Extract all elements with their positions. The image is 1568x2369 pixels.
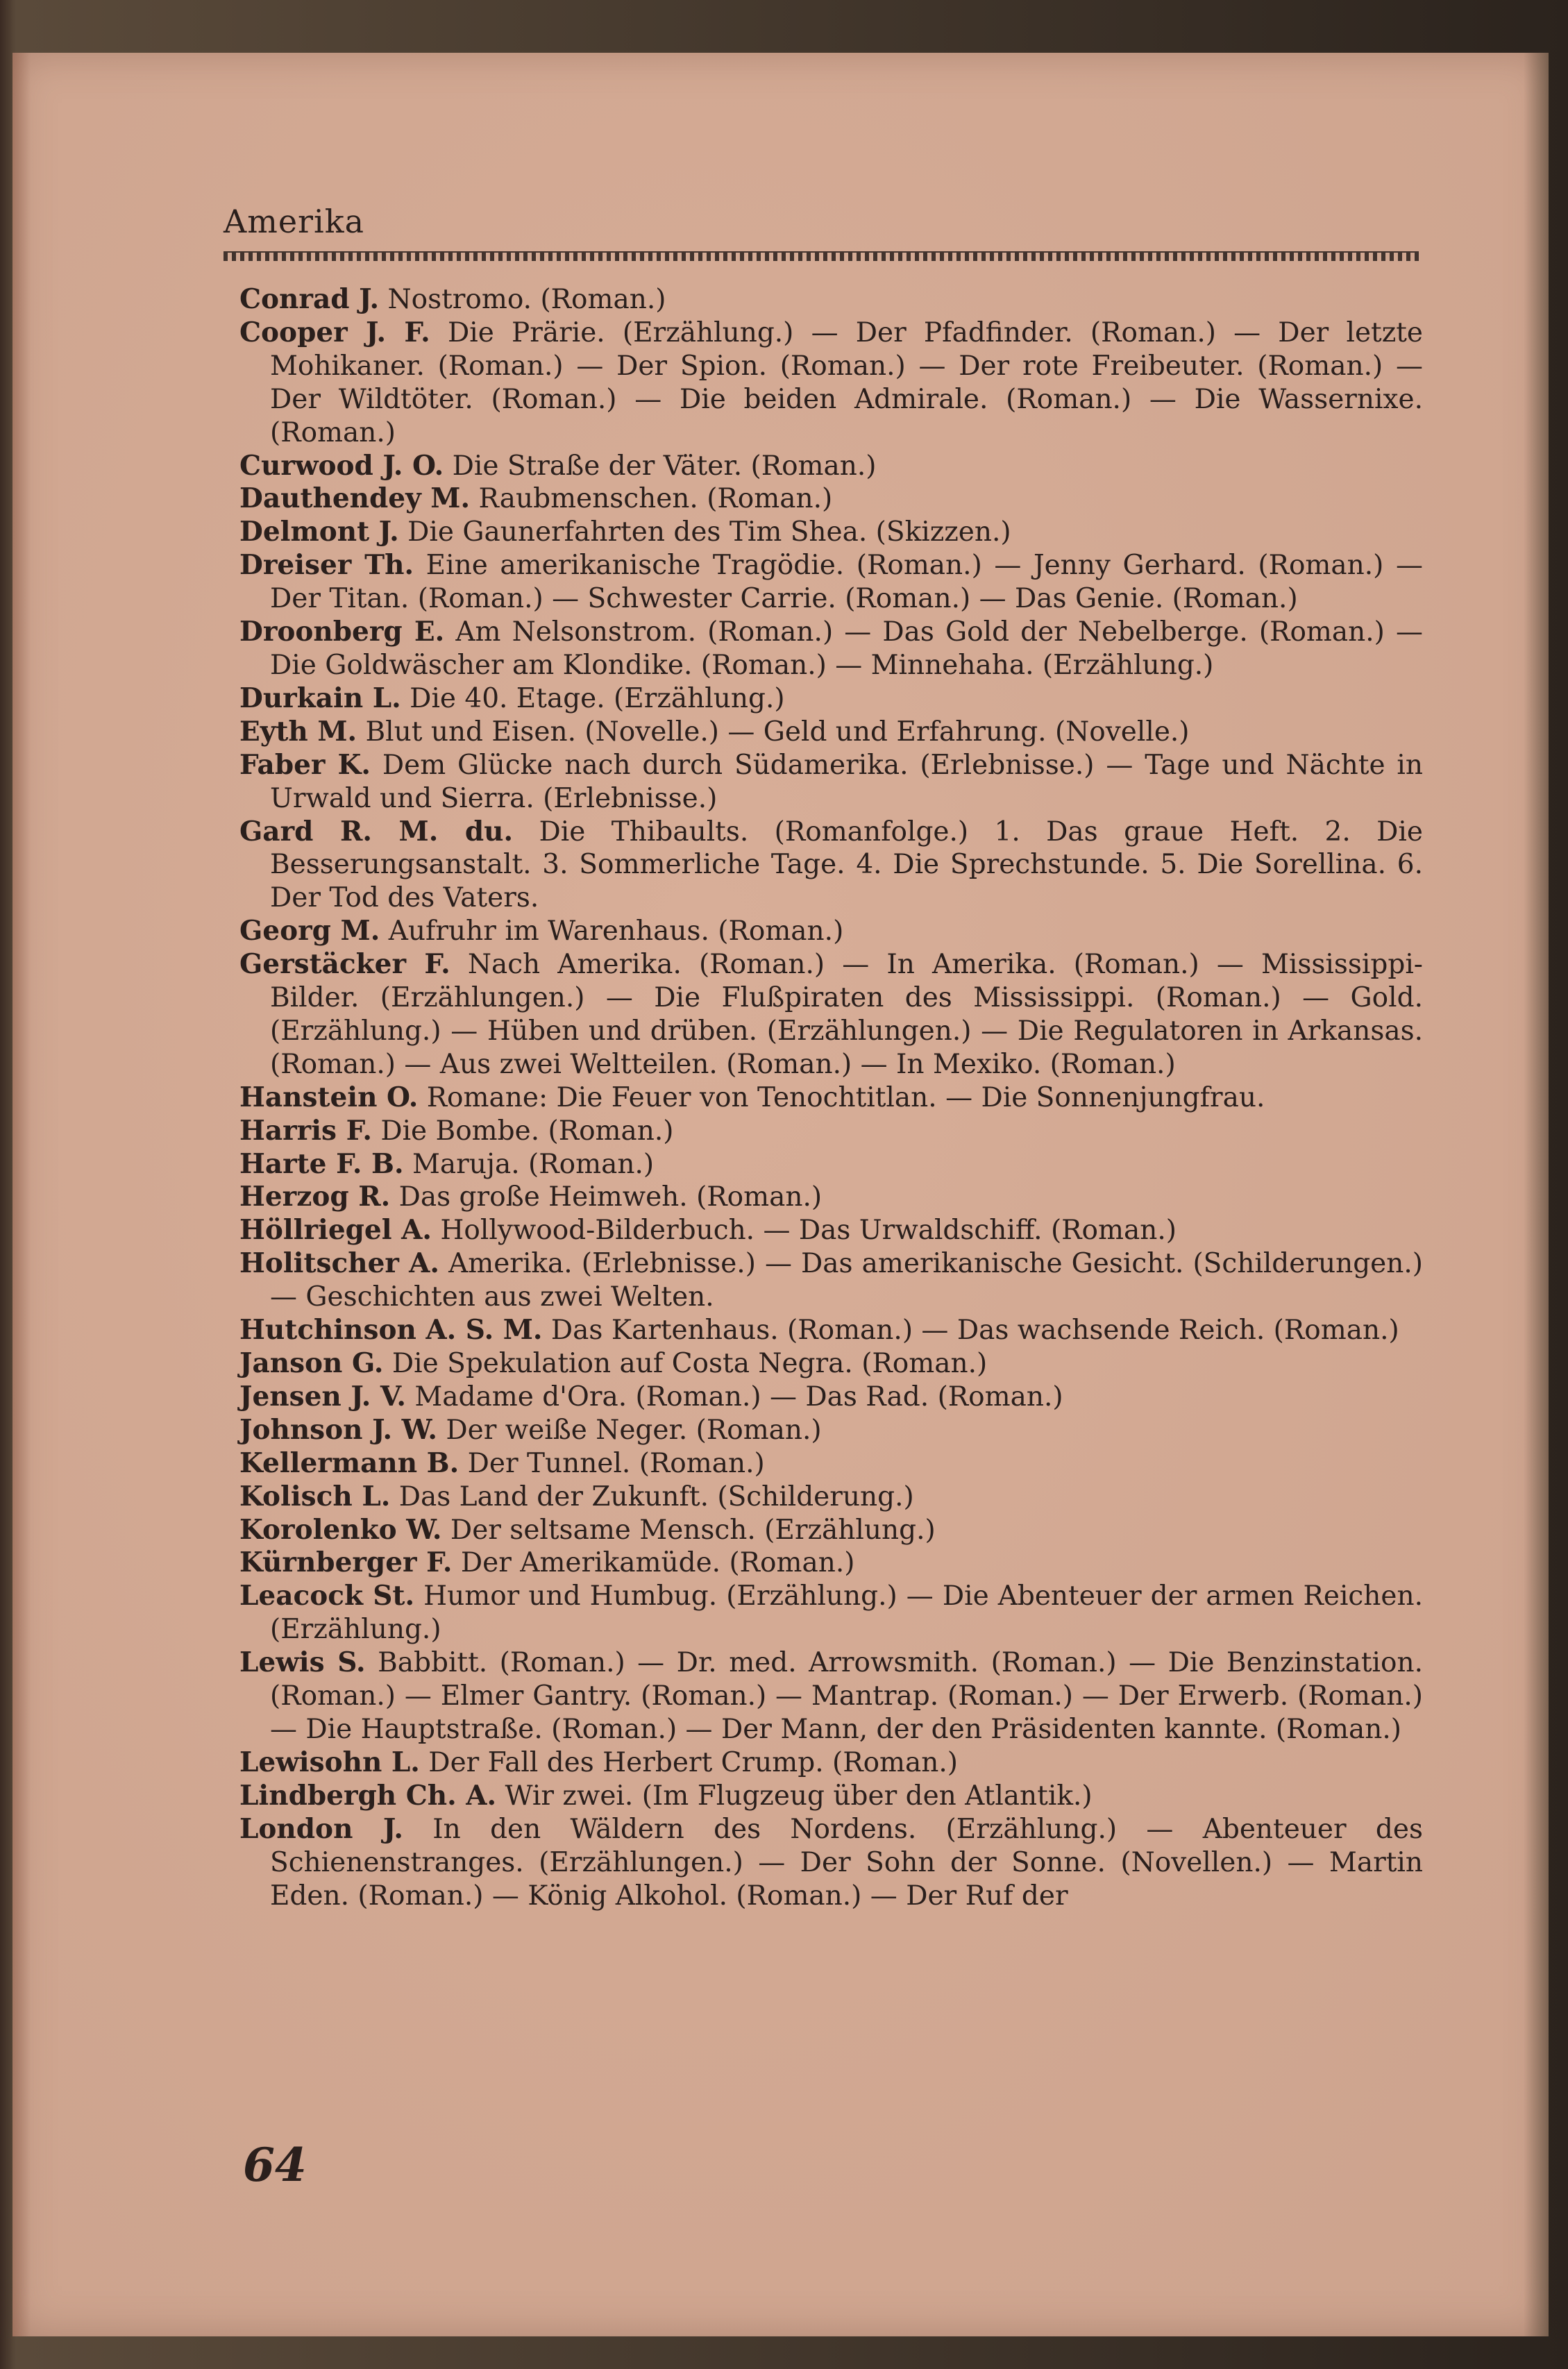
author-name: Dauthendey M. xyxy=(239,482,471,515)
author-name: Janson G. xyxy=(239,1347,384,1379)
list-item xyxy=(239,915,1423,948)
author-name: Kellermann B. xyxy=(239,1447,460,1479)
works-text: Die Bombe. (Roman.) xyxy=(380,1115,674,1147)
list-item xyxy=(239,1481,1423,1514)
list-item xyxy=(239,450,1423,483)
list-item xyxy=(239,1414,1423,1447)
list-item xyxy=(239,1115,1423,1148)
works-text: Die Prärie. (Erzählung.) — Der Pfadfinder. (Roman.) — Der letzte Mohikaner. (Roman.) — Der Spion. (Roman.) — Der rote Freibeuter. (Roman.) — Der Wildtöter. (Roman.) — Die beiden Admirale. (Roman.) — Die Wassernixe. (Roman.) xyxy=(270,317,1423,448)
author-name: Faber K. xyxy=(239,748,371,781)
author-list xyxy=(239,283,1423,1912)
works-text: Der weiße Neger. (Roman.) xyxy=(446,1414,822,1446)
works-text: Die Spekulation auf Costa Negra. (Roman.) xyxy=(391,1348,988,1379)
works-text: Humor und Humbug. (Erzählung.) — Die Abenteuer der armen Reichen. (Erzählung.) xyxy=(270,1580,1423,1646)
list-item xyxy=(239,317,1423,450)
author-name: Lewisohn L. xyxy=(239,1746,420,1778)
list-item xyxy=(239,682,1423,716)
works-text: In den Wäldern des Nordens. (Erzählung.) — Abenteuer des Schienenstranges. (Erzählungen.) — Der Sohn der Sonne. (Novellen.) — Martin Eden. (Roman.) — König Alkohol. (Roman.) — Der Ruf der xyxy=(270,1813,1423,1912)
works-text: Aufruhr im Warenhaus. (Roman.) xyxy=(388,916,844,947)
works-text: Die Thibaults. (Romanfolge.) 1. Das graue Heft. 2. Die Besserungsanstalt. 3. Sommerliche Tage. 4. Die Sprechstunde. 5. Die Sorellina. 6. Der Tod des Vaters. xyxy=(270,816,1423,914)
author-name: Holitscher A. xyxy=(239,1247,440,1280)
works-text: Das große Heimweh. (Roman.) xyxy=(398,1181,823,1213)
author-name: Durkain L. xyxy=(239,682,401,714)
author-name: Curwood J. O. xyxy=(239,449,444,482)
works-text: Eine amerikanische Tragödie. (Roman.) — Jenny Gerhard. (Roman.) — Der Titan. (Roman.) — Schwester Carrie. (Roman.) — Das Genie. (Roman.) xyxy=(270,550,1423,615)
list-item xyxy=(239,1247,1423,1314)
page-edge-shadow xyxy=(1524,53,1549,2336)
works-text: Nach Amerika. (Roman.) — In Amerika. (Roman.) — Mississippi-Bilder. (Erzählungen.) — Die Flußpiraten des Mississippi. (Roman.) — Gold. (Erzählung.) — Hüben und drüben. (Erzählungen.) — Die Regulatoren in Arkansas. (Roman.) — Aus zwei Weltteilen. (Roman.) — In Mexiko. (Roman.) xyxy=(270,949,1423,1080)
works-text: Das Kartenhaus. (Roman.) — Das wachsende Reich. (Roman.) xyxy=(550,1315,1399,1347)
list-item xyxy=(239,1347,1423,1381)
page-gutter-shadow xyxy=(12,53,31,2336)
author-name: Lewis S. xyxy=(239,1646,366,1679)
works-text: Am Nelsonstrom. (Roman.) — Das Gold der Nebelberge. (Roman.) — Die Goldwäscher am Klondike. (Roman.) — Minnehaha. (Erzählung.) xyxy=(270,616,1423,681)
author-name: Kürnberger F. xyxy=(239,1546,453,1579)
author-name: Georg M. xyxy=(239,915,380,947)
author-name: Höllriegel A. xyxy=(239,1214,432,1247)
works-text: Nostromo. (Roman.) xyxy=(387,284,666,315)
author-name: Hutchinson A. S. M. xyxy=(239,1314,543,1347)
author-name: Leacock St. xyxy=(239,1580,415,1612)
works-text: Blut und Eisen. (Novelle.) — Geld und Erfahrung. (Novelle.) xyxy=(365,716,1190,748)
author-name: Dreiser Th. xyxy=(239,549,414,582)
author-name: Harte F. B. xyxy=(239,1147,404,1180)
page-number: 64 xyxy=(243,2138,307,2192)
list-item xyxy=(239,482,1423,516)
author-name: Herzog R. xyxy=(239,1181,391,1213)
list-item xyxy=(239,1214,1423,1247)
works-text: Hollywood-Bilderbuch. — Das Urwaldschiff. (Roman.) xyxy=(440,1215,1177,1247)
author-name: Korolenko W. xyxy=(239,1513,442,1546)
list-item xyxy=(239,283,1423,317)
works-text: Die 40. Etage. (Erzählung.) xyxy=(410,682,785,714)
works-text: Romane: Die Feuer von Tenochtitlan. — Die Sonnenjungfrau. xyxy=(426,1081,1265,1113)
works-text: Die Gaunerfahrten des Tim Shea. (Skizzen.) xyxy=(407,516,1011,548)
list-item xyxy=(239,1580,1423,1646)
author-name: Droonberg E. xyxy=(239,616,445,648)
works-text: Raubmenschen. (Roman.) xyxy=(478,483,833,515)
author-name: Gard R. M. du. xyxy=(239,815,514,848)
list-item xyxy=(239,1746,1423,1780)
list-item xyxy=(239,1447,1423,1481)
list-item xyxy=(239,1546,1423,1580)
header-rule xyxy=(224,251,1419,261)
works-text: Die Straße der Väter. (Roman.) xyxy=(452,450,877,482)
list-item xyxy=(239,1646,1423,1746)
list-item xyxy=(239,716,1423,749)
list-item xyxy=(239,616,1423,682)
list-item xyxy=(239,1181,1423,1214)
list-item xyxy=(239,1081,1423,1115)
works-text: Wir zwei. (Im Flugzeug über den Atlantik.) xyxy=(505,1780,1093,1812)
list-item xyxy=(239,948,1423,1081)
list-item xyxy=(239,549,1423,616)
works-text: Maruja. (Roman.) xyxy=(412,1148,655,1180)
author-name: Conrad J. xyxy=(239,283,380,315)
list-item xyxy=(239,1381,1423,1414)
author-name: Eyth M. xyxy=(239,715,357,748)
works-text: Babbitt. (Roman.) — Dr. med. Arrowsmith. (Roman.) — Die Benzinstation. (Roman.) — Elmer Gantry. (Roman.) — Mantrap. (Roman.) — Der Erwerb. (Roman.) — Die Hauptstraße. (Roman.) — Der Mann, der den Präsidenten kannte. (Roman.) xyxy=(270,1647,1423,1745)
list-item xyxy=(239,816,1423,916)
author-name: Delmont J. xyxy=(239,516,399,548)
author-name: London J. xyxy=(239,1812,403,1845)
works-text: Der Fall des Herbert Crump. (Roman.) xyxy=(428,1746,959,1778)
works-text: Madame d'Ora. (Roman.) — Das Rad. (Roman.) xyxy=(414,1381,1063,1413)
author-name: Lindbergh Ch. A. xyxy=(239,1779,497,1812)
list-item xyxy=(239,516,1423,549)
author-name: Cooper J. F. xyxy=(239,316,430,348)
list-item xyxy=(239,1780,1423,1813)
author-name: Kolisch L. xyxy=(239,1480,391,1512)
author-name: Harris F. xyxy=(239,1114,372,1147)
list-item xyxy=(239,1314,1423,1347)
works-text: Dem Glücke nach durch Südamerika. (Erlebnisse.) — Tage und Nächte in Urwald und Sierra. (Erlebnisse.) xyxy=(270,749,1423,814)
author-name: Jensen J. V. xyxy=(239,1380,406,1413)
works-text: Das Land der Zukunft. (Schilderung.) xyxy=(398,1481,914,1512)
running-head: Amerika xyxy=(224,203,365,240)
list-item xyxy=(239,749,1423,816)
works-text: Der Tunnel. (Roman.) xyxy=(467,1447,765,1479)
author-name: Gerstäcker F. xyxy=(239,948,450,981)
list-item xyxy=(239,1514,1423,1547)
list-item xyxy=(239,1813,1423,1913)
works-text: Der Amerikamüde. (Roman.) xyxy=(460,1547,855,1579)
author-name: Hanstein O. xyxy=(239,1081,419,1113)
works-text: Der seltsame Mensch. (Erzählung.) xyxy=(450,1514,936,1546)
author-name: Johnson J. W. xyxy=(239,1413,437,1446)
works-text: Amerika. (Erlebnisse.) — Das amerikanische Gesicht. (Schilderungen.) — Geschichten aus zwei Welten. xyxy=(270,1248,1423,1313)
list-item xyxy=(239,1148,1423,1181)
